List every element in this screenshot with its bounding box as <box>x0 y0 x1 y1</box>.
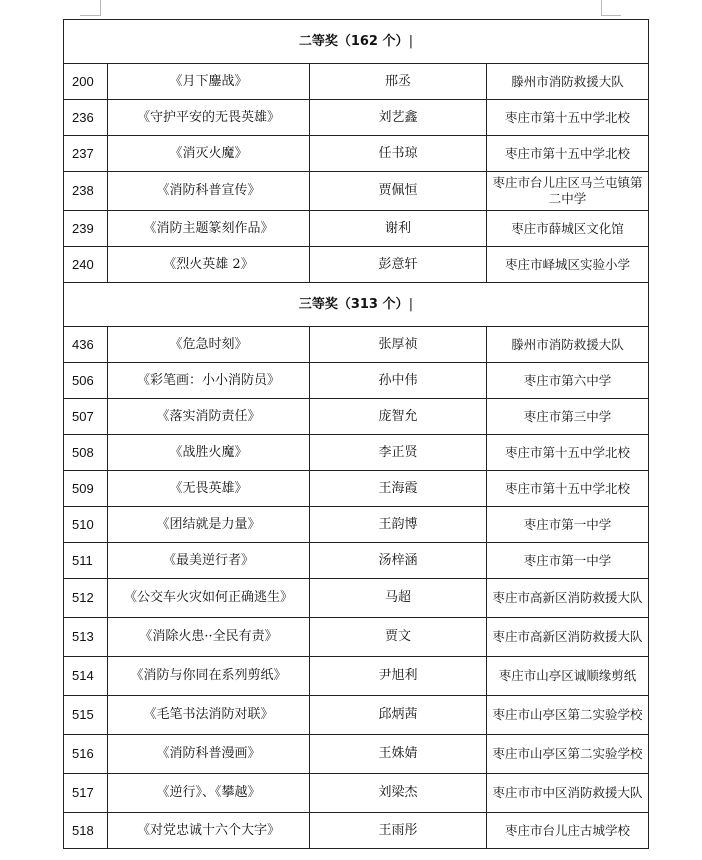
unit-name: 枣庄市台儿庄古城学校 <box>487 813 649 849</box>
work-title: 《公交车火灾如何正确逃生》 <box>108 579 310 618</box>
section-title-second-prize: 二等奖（162 个）| <box>64 20 649 64</box>
work-title: 《消防科普漫画》 <box>108 735 310 774</box>
unit-name: 枣庄市山亭区第二实验学校 <box>487 735 649 774</box>
table-row <box>64 247 649 283</box>
author-name: 王雨彤 <box>310 813 487 849</box>
entry-number: 239 <box>64 211 108 247</box>
table-row <box>64 579 649 618</box>
unit-name: 枣庄市第一中学 <box>487 543 649 579</box>
unit-name: 枣庄市市中区消防救援大队 <box>487 774 649 813</box>
entry-number: 511 <box>64 543 108 579</box>
author-name: 王姝婧 <box>310 735 487 774</box>
author-name: 刘艺鑫 <box>310 100 487 136</box>
crop-mark <box>601 15 621 16</box>
author-name: 邱炳茜 <box>310 696 487 735</box>
table-row <box>64 543 649 579</box>
author-name: 汤梓涵 <box>310 543 487 579</box>
work-title: 《消防与你同在系列剪纸》 <box>108 657 310 696</box>
unit-name: 滕州市消防救援大队 <box>487 64 649 100</box>
section-header <box>64 283 649 327</box>
unit-name: 枣庄市山亭区第二实验学校 <box>487 696 649 735</box>
entry-number: 436 <box>64 327 108 363</box>
table-row <box>64 813 649 849</box>
table-row <box>64 618 649 657</box>
unit-name: 枣庄市第三中学 <box>487 399 649 435</box>
table-row <box>64 211 649 247</box>
table-row <box>64 435 649 471</box>
unit-name: 枣庄市台儿庄区马兰屯镇第二中学 <box>487 172 649 211</box>
entry-number: 238 <box>64 172 108 211</box>
entry-number: 507 <box>64 399 108 435</box>
author-name: 彭意轩 <box>310 247 487 283</box>
entry-number: 517 <box>64 774 108 813</box>
unit-name: 枣庄市第十五中学北校 <box>487 471 649 507</box>
table-row <box>64 696 649 735</box>
work-title: 《逆行》、《攀越》 <box>108 774 310 813</box>
entry-number: 200 <box>64 64 108 100</box>
author-name: 张厚祯 <box>310 327 487 363</box>
table-row <box>64 507 649 543</box>
table-row <box>64 363 649 399</box>
crop-mark <box>601 0 602 16</box>
crop-mark <box>80 15 100 16</box>
work-title: 《消防主题篆刻作品》 <box>108 211 310 247</box>
work-title: 《消灭火魔》 <box>108 136 310 172</box>
entry-number: 518 <box>64 813 108 849</box>
author-name: 庞智允 <box>310 399 487 435</box>
table-row <box>64 172 649 211</box>
entry-number: 237 <box>64 136 108 172</box>
entry-number: 513 <box>64 618 108 657</box>
table-row <box>64 136 649 172</box>
unit-name: 枣庄市第十五中学北校 <box>487 100 649 136</box>
author-name: 尹旭利 <box>310 657 487 696</box>
unit-name: 枣庄市山亭区诚顺缘剪纸 <box>487 657 649 696</box>
table-row <box>64 774 649 813</box>
work-title: 《团结就是力量》 <box>108 507 310 543</box>
work-title: 《烈火英雄 2》 <box>108 247 310 283</box>
work-title: 《危急时刻》 <box>108 327 310 363</box>
unit-name: 滕州市消防救援大队 <box>487 327 649 363</box>
work-title: 《彩笔画：小小消防员》 <box>108 363 310 399</box>
entry-number: 508 <box>64 435 108 471</box>
unit-name: 枣庄市薛城区文化馆 <box>487 211 649 247</box>
crop-mark <box>100 0 101 16</box>
entry-number: 240 <box>64 247 108 283</box>
work-title: 《月下鏖战》 <box>108 64 310 100</box>
entry-number: 506 <box>64 363 108 399</box>
table-row <box>64 471 649 507</box>
work-title: 《毛笔书法消防对联》 <box>108 696 310 735</box>
author-name: 贾佩恒 <box>310 172 487 211</box>
section-header <box>64 20 649 64</box>
work-title: 《守护平安的无畏英雄》 <box>108 100 310 136</box>
table-row <box>64 100 649 136</box>
work-title: 《落实消防责任》 <box>108 399 310 435</box>
entry-number: 509 <box>64 471 108 507</box>
entry-number: 514 <box>64 657 108 696</box>
unit-name: 枣庄市高新区消防救援大队 <box>487 618 649 657</box>
table-row <box>64 735 649 774</box>
table-row <box>64 327 649 363</box>
table-row <box>64 64 649 100</box>
author-name: 任书琼 <box>310 136 487 172</box>
author-name: 刘梁杰 <box>310 774 487 813</box>
award-table <box>63 19 649 849</box>
table-row <box>64 657 649 696</box>
author-name: 王韵博 <box>310 507 487 543</box>
work-title: 《最美逆行者》 <box>108 543 310 579</box>
entry-number: 515 <box>64 696 108 735</box>
work-title: 《消除火患··全民有责》 <box>108 618 310 657</box>
author-name: 贾文 <box>310 618 487 657</box>
unit-name: 枣庄市第十五中学北校 <box>487 435 649 471</box>
entry-number: 510 <box>64 507 108 543</box>
author-name: 谢利 <box>310 211 487 247</box>
work-title: 《对党忠诚十六个大字》 <box>108 813 310 849</box>
author-name: 马超 <box>310 579 487 618</box>
unit-name: 枣庄市峄城区实验小学 <box>487 247 649 283</box>
author-name: 邢丞 <box>310 64 487 100</box>
entry-number: 516 <box>64 735 108 774</box>
entry-number: 236 <box>64 100 108 136</box>
work-title: 《无畏英雄》 <box>108 471 310 507</box>
author-name: 王海霞 <box>310 471 487 507</box>
work-title: 《消防科普宣传》 <box>108 172 310 211</box>
author-name: 李正贤 <box>310 435 487 471</box>
table-row <box>64 399 649 435</box>
section-title-third-prize: 三等奖（313 个）| <box>64 283 649 327</box>
author-name: 孙中伟 <box>310 363 487 399</box>
unit-name: 枣庄市高新区消防救援大队 <box>487 579 649 618</box>
work-title: 《战胜火魔》 <box>108 435 310 471</box>
unit-name: 枣庄市第六中学 <box>487 363 649 399</box>
entry-number: 512 <box>64 579 108 618</box>
unit-name: 枣庄市第十五中学北校 <box>487 136 649 172</box>
unit-name: 枣庄市第一中学 <box>487 507 649 543</box>
